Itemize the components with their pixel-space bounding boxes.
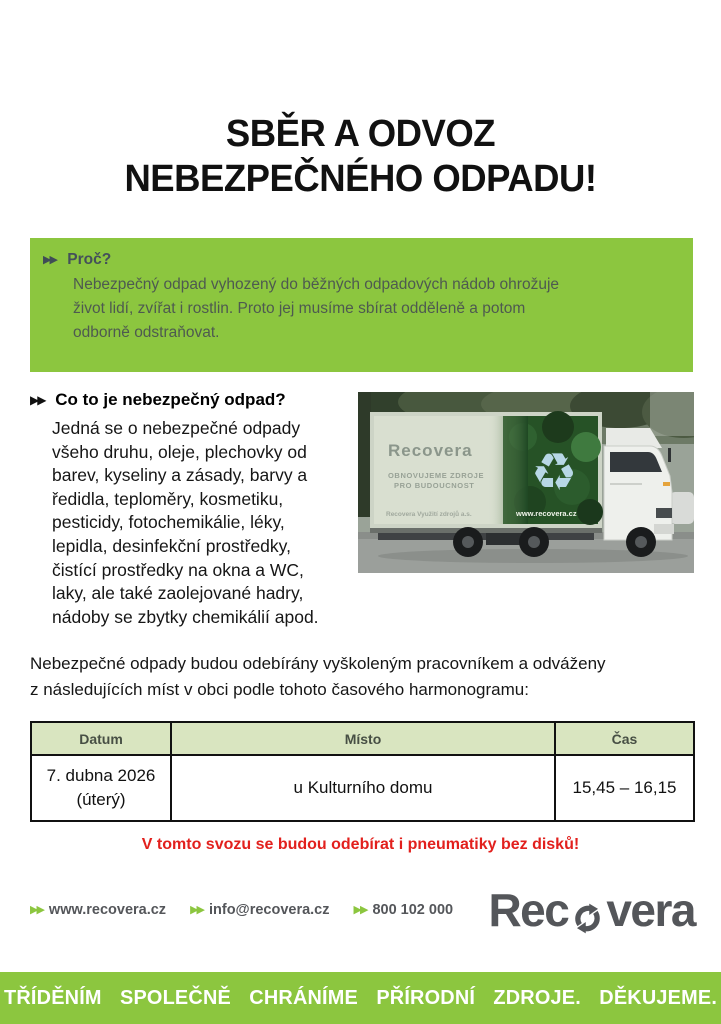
footer-email-label: info@recovera.cz [208,902,330,918]
double-chevron-icon: ▶▶ [43,254,56,266]
header-cas: Čas [555,722,694,755]
double-chevron-icon: ▶▶ [353,903,367,916]
footer-phone-label: 800 102 000 [372,902,454,918]
what-body-line: barev, kyseliny a zásady, barvy a [52,465,308,486]
footer-phone [354,902,454,918]
footer-website-label: www.recovera.cz [48,902,167,918]
recycle-symbol-icon: ♻ [530,443,578,503]
why-heading [43,251,675,269]
recycle-arrows-icon [570,897,605,932]
datum-line1: 7. dubna 2026 [46,766,156,785]
what-body-line: laky, ale také zaolejované hadry, [52,583,304,604]
banner-text: TŘÍDĚNÍM SPOLEČNĚ CHRÁNÍME PŘÍRODNÍ ZDROJE. DĚKUJEME. [3,986,718,1009]
cab-window [610,452,662,472]
schedule-intro-line: z následujících míst v obci podle tohoto časového harmonogramu: [30,680,529,699]
header-misto: Místo [171,722,555,755]
cell-cas: 15,45 – 16,15 [555,755,694,821]
truck-slogan-line1: OBNOVUJEME ZDROJE [388,471,485,480]
what-body-line: lepidla, desinfekční prostředky, [52,535,291,556]
footer [30,874,695,946]
warning-text: V tomto svozu se budou odebírat i pneumatiky bez disků! [141,836,580,853]
schedule-intro-line: Nebezpečné odpady budou odebírány vyškoleným pracovníkem a odváženy [30,654,606,673]
truck-brand-text: Recovera [388,441,473,460]
truck-slogan-line2: PRO BUDOUCNOST [394,481,475,490]
truck-image [358,392,694,573]
page-title-line2: NEBEZPEČNÉHO ODPADU! [124,158,597,200]
what-body-line: všeho druhu, oleje, plechovky od [52,441,307,462]
what-heading [30,390,286,410]
page-title [14,112,706,202]
grille [656,508,672,518]
cell-datum [31,755,171,821]
why-body-line: odborně odstraňovat. [73,324,220,341]
double-chevron-icon: ▶▶ [30,393,45,407]
schedule-intro-text [30,651,700,703]
why-body-line: život lidí, zvířat i rostlin. Proto jej musíme sbírat odděleně a potom [73,300,526,317]
why-heading-label: Proč? [67,251,112,268]
footer-contacts [30,902,453,918]
double-chevron-icon: ▶▶ [30,903,43,916]
table-header-row [31,722,694,755]
double-chevron-icon: ▶▶ [190,903,203,916]
what-body-line: Jedná se o nebezpečné odpady [52,418,301,438]
recovera-logo [488,884,695,936]
bottom-banner [0,972,721,1024]
truck-website-text: www.recovera.cz [516,509,577,518]
footer-website [30,902,166,918]
mirror [668,448,671,462]
bumper [654,524,674,534]
what-body-line: ředidla, teploměry, kosmetiku, [52,488,284,509]
what-body-line: nádoby se zbytky chemikálií apod. [52,606,319,627]
what-heading-label: Co to je nebezpečný odpad? [55,390,286,409]
why-body-line: Nebezpečný odpad vyhozený do běžných odpadových nádob ohrožuje [73,276,560,293]
background-car [670,492,694,524]
page-title-line1: SBĚR A ODVOZ [225,113,496,155]
what-body-line: pesticidy, fotochemikálie, léky, [52,512,285,533]
truck-company-text: Recovera Využití zdrojů a.s. [386,511,472,518]
why-section-box [30,238,693,372]
datum-line2: (úterý) [76,790,126,809]
cell-misto: u Kulturního domu [171,755,555,821]
logo-text-prefix: Rec [488,884,569,936]
marker-light [663,482,670,486]
truck-photo [358,392,694,573]
table-row [31,755,694,821]
what-body-text [52,417,360,629]
header-datum: Datum [31,722,171,755]
footer-email [190,902,329,918]
what-body-line: čistící prostředky na okna a WC, [52,559,304,580]
schedule-table [30,721,695,822]
why-body-text [73,273,675,345]
logo-text-suffix: vera [606,884,695,936]
